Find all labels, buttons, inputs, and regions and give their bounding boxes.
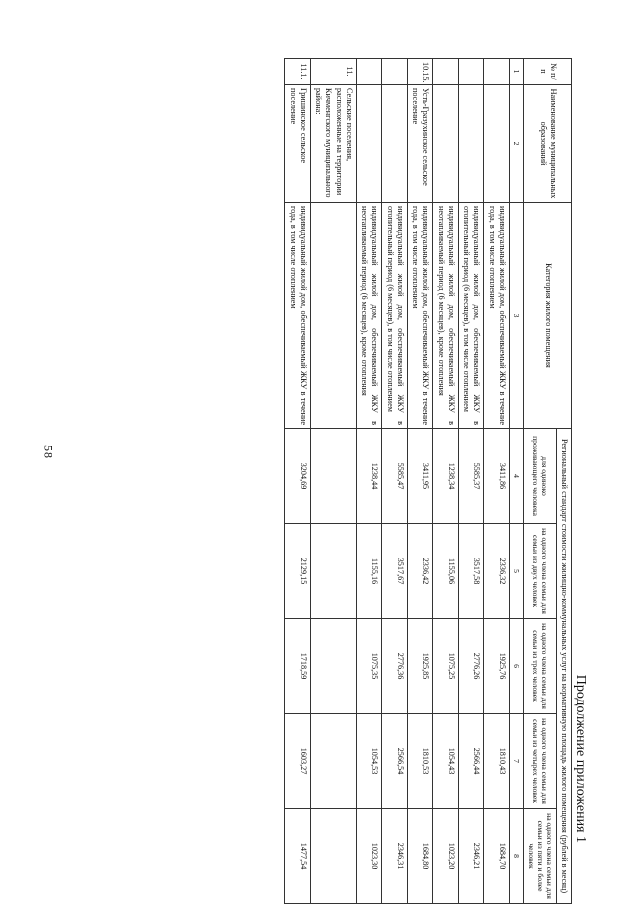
value-family-2: 2336,32	[484, 524, 510, 619]
row-num	[356, 59, 382, 85]
value-family-3: 2776,26	[458, 619, 484, 714]
value-family-2: 3517,58	[458, 524, 484, 619]
value-family-5plus: 1023,20	[433, 809, 459, 904]
value-family-3: 2776,36	[382, 619, 408, 714]
row-municipality	[484, 85, 510, 203]
page-number: 58	[41, 445, 56, 459]
table-row	[433, 59, 459, 904]
table-row	[285, 59, 311, 904]
row-municipality	[382, 85, 408, 203]
row-num: 11.1.	[285, 59, 311, 85]
subheader-single: для одиноко проживающего человека	[524, 429, 556, 524]
header-name: Наименование муниципальных образований	[524, 85, 572, 203]
value-family-5plus: 2346,31	[382, 809, 408, 904]
row-municipality: Усть-Гразухинское сельское поселение	[407, 85, 433, 203]
value-single	[310, 429, 356, 524]
row-municipality	[433, 85, 459, 203]
row-municipality	[458, 85, 484, 203]
value-family-4: 1054,53	[356, 714, 382, 809]
value-family-2: 2336,42	[407, 524, 433, 619]
row-category: индивидуальный жилой дом, обеспечиваемый ЖКУ в течение года, в том числе отоплением	[285, 203, 311, 429]
table-row	[310, 59, 356, 904]
value-family-3: 1075,25	[433, 619, 459, 714]
table-row	[407, 59, 433, 904]
value-single: 3411,86	[484, 429, 510, 524]
value-family-5plus: 2346,21	[458, 809, 484, 904]
value-family-4: 2566,44	[458, 714, 484, 809]
header-row	[556, 59, 571, 904]
value-family-4: 1810,53	[407, 714, 433, 809]
row-num	[433, 59, 459, 85]
column-number: 2	[509, 85, 523, 203]
row-municipality: Сельские поселения, расположенные на территории Кичменгского муниципального района:	[310, 85, 356, 203]
value-single: 3411,95	[407, 429, 433, 524]
row-num	[458, 59, 484, 85]
column-number: 4	[509, 429, 523, 524]
subheader-family-3: на одного члена семьи для семьи из трех человек	[524, 619, 556, 714]
table-row	[458, 59, 484, 904]
row-category: индивидуальный жилой дом, обеспечиваемый ЖКУ в отопительный период (6 месяцев), в том числе отоплением	[382, 203, 408, 429]
value-family-3: 1925,76	[484, 619, 510, 714]
continuation-label: Продолжение приложения 1	[573, 674, 588, 843]
value-family-4: 2566,54	[382, 714, 408, 809]
column-number: 3	[509, 203, 523, 429]
subheader-family-5plus: на одного члена семьи для семьи из пяти и более человек	[524, 809, 556, 904]
header-category: Категория жилого помещения	[524, 203, 572, 429]
value-family-4: 1054,43	[433, 714, 459, 809]
row-category: индивидуальный жилой дом, обеспечиваемый ЖКУ в неотапливаемый период (6 месяцев), кроме отопления	[356, 203, 382, 429]
subheader-family-4: на одного члена семьи для семьи из четырех человек	[524, 714, 556, 809]
value-family-3: 1718,59	[285, 619, 311, 714]
value-family-4: 1810,43	[484, 714, 510, 809]
column-number: 5	[509, 524, 523, 619]
row-municipality: Гришинское сельское поселение	[285, 85, 311, 203]
value-family-5plus: 1023,30	[356, 809, 382, 904]
value-single: 1238,44	[356, 429, 382, 524]
tariff-table	[284, 58, 572, 904]
row-category: индивидуальный жилой дом, обеспечиваемый ЖКУ в течение года, в том числе отоплением	[407, 203, 433, 429]
subheader-family-2: на одного члена семьи для семьи из двух человек	[524, 524, 556, 619]
value-single: 5585,37	[458, 429, 484, 524]
row-municipality	[356, 85, 382, 203]
value-single: 1238,34	[433, 429, 459, 524]
header-standard: Региональный стандарт стоимости жилищно-коммунальных услуг на нормативную площадь жилого помещения (рублей в месяц)	[556, 429, 571, 904]
column-number: 7	[509, 714, 523, 809]
value-family-4	[310, 714, 356, 809]
table-row	[356, 59, 382, 904]
value-family-2: 2129,15	[285, 524, 311, 619]
row-num	[484, 59, 510, 85]
column-number-row	[509, 59, 523, 904]
row-num: 10.15.	[407, 59, 433, 85]
column-number: 8	[509, 809, 523, 904]
table-row	[484, 59, 510, 904]
value-family-3	[310, 619, 356, 714]
value-family-5plus: 1684,80	[407, 809, 433, 904]
row-category: индивидуальный жилой дом, обеспечиваемый ЖКУ в отопительный период (6 месяцев), в том числе отоплением	[458, 203, 484, 429]
row-category	[310, 203, 356, 429]
row-num: 11.	[310, 59, 356, 85]
header-num: № п/п	[524, 59, 572, 85]
row-category: индивидуальный жилой дом, обеспечиваемый ЖКУ в течение года, в том числе отоплением	[484, 203, 510, 429]
value-family-5plus: 1477,54	[285, 809, 311, 904]
row-num	[382, 59, 408, 85]
value-single: 5585,47	[382, 429, 408, 524]
value-single: 3204,69	[285, 429, 311, 524]
value-family-2	[310, 524, 356, 619]
column-number: 6	[509, 619, 523, 714]
row-category: индивидуальный жилой дом, обеспечиваемый ЖКУ в неотапливаемый период (6 месяцев), кроме отопления	[433, 203, 459, 429]
table-row	[382, 59, 408, 904]
value-family-4: 1603,27	[285, 714, 311, 809]
value-family-2: 1155,16	[356, 524, 382, 619]
value-family-3: 1075,35	[356, 619, 382, 714]
value-family-5plus: 1684,70	[484, 809, 510, 904]
value-family-3: 1925,85	[407, 619, 433, 714]
value-family-5plus	[310, 809, 356, 904]
value-family-2: 1155,06	[433, 524, 459, 619]
column-number: 1	[509, 59, 523, 85]
value-family-2: 3517,67	[382, 524, 408, 619]
